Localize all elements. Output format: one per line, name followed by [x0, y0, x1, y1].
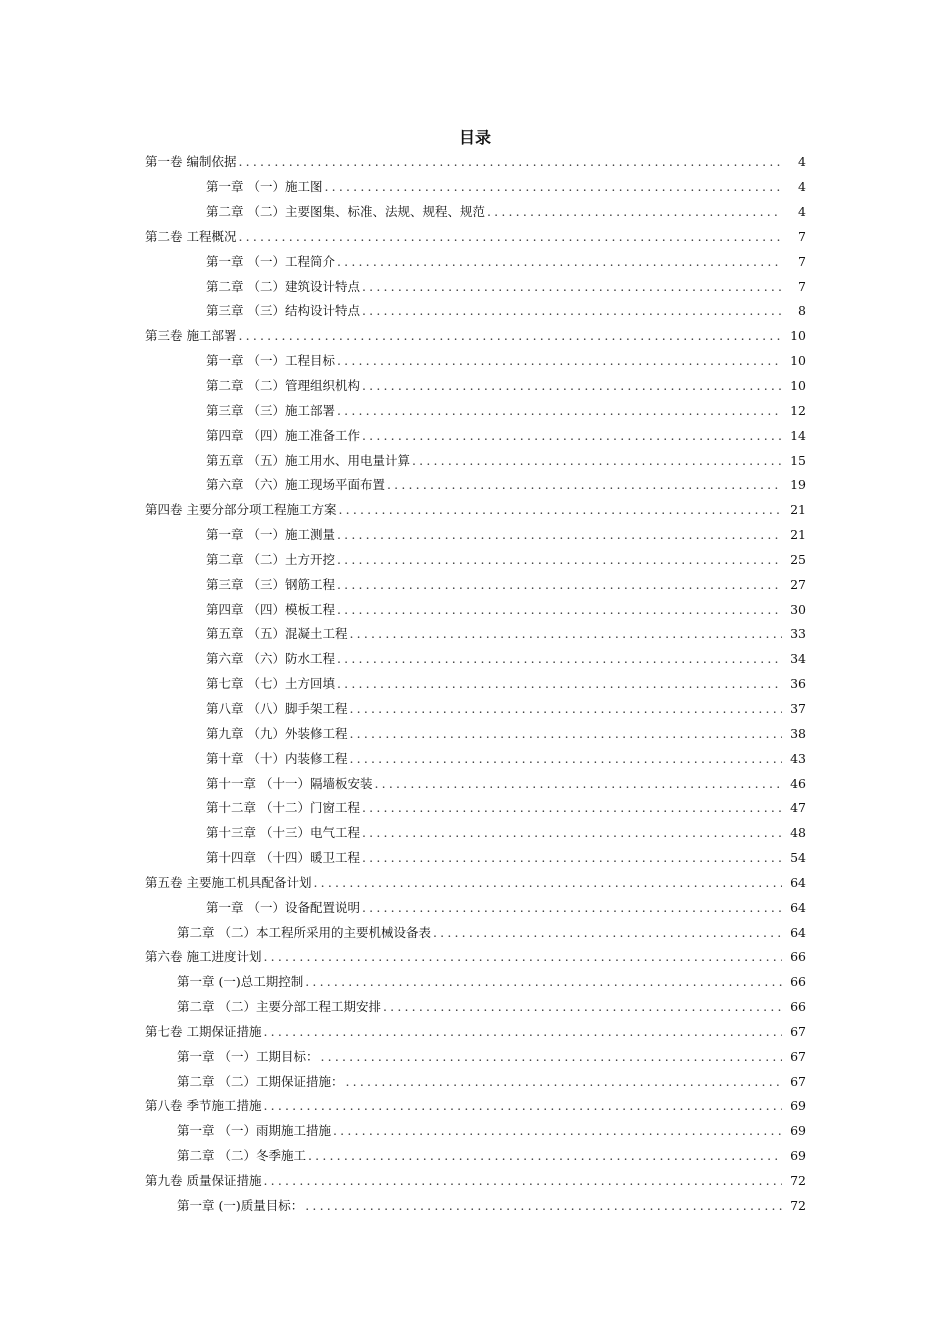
toc-chapter-entry[interactable]	[0, 672, 950, 697]
toc-page-number: 4	[798, 154, 806, 170]
toc-dot-leader	[337, 676, 782, 692]
toc-chapter-entry[interactable]	[0, 423, 950, 448]
toc-entry-label: 第十四章 （十四）暖卫工程	[206, 850, 360, 866]
toc-dot-leader	[362, 279, 782, 295]
toc-chapter-entry[interactable]	[0, 697, 950, 722]
toc-chapter-entry[interactable]	[0, 1119, 950, 1144]
toc-entry-label: 第九卷 质量保证措施	[145, 1173, 262, 1189]
toc-entry-label: 第二卷 工程概况	[145, 228, 237, 244]
toc-dot-leader	[362, 850, 782, 866]
toc-chapter-entry[interactable]	[0, 249, 950, 274]
toc-page-number: 64	[790, 874, 806, 890]
toc-page-number: 15	[790, 452, 806, 468]
toc-entry-label: 第七卷 工期保证措施	[145, 1023, 262, 1039]
toc-chapter-entry[interactable]	[0, 995, 950, 1020]
toc-entry-label: 第二章 （二）冬季施工	[177, 1148, 306, 1164]
toc-page-number: 21	[790, 527, 806, 543]
toc-chapter-entry[interactable]	[0, 448, 950, 473]
toc-dot-leader	[337, 651, 782, 667]
toc-chapter-entry[interactable]	[0, 175, 950, 200]
toc-chapter-entry[interactable]	[0, 349, 950, 374]
toc-page-number: 67	[790, 1048, 806, 1064]
toc-dot-leader	[362, 378, 782, 394]
toc-dot-leader	[487, 204, 782, 220]
toc-chapter-entry[interactable]	[0, 895, 950, 920]
toc-volume-entry[interactable]	[0, 498, 950, 523]
toc-dot-leader	[305, 974, 782, 990]
toc-entry-label: 第二章 （二）土方开挖	[206, 551, 335, 567]
toc-page-number: 33	[790, 626, 806, 642]
toc-chapter-entry[interactable]	[0, 647, 950, 672]
toc-page-number: 67	[790, 1023, 806, 1039]
toc-dot-leader	[263, 1098, 782, 1114]
toc-entry-label: 第八章 （八）脚手架工程	[206, 700, 348, 716]
toc-entry-label: 第十二章 （十二）门窗工程	[206, 800, 360, 816]
toc-page-number: 30	[790, 601, 806, 617]
toc-entry-label: 第一章 （一）设备配置说明	[206, 899, 360, 915]
toc-dot-leader	[349, 701, 782, 717]
toc-page-number: 25	[790, 551, 806, 567]
toc-dot-leader	[362, 825, 782, 841]
toc-entry-label: 第二章 （二）主要分部工程工期安排	[177, 999, 381, 1015]
toc-chapter-entry[interactable]	[0, 1069, 950, 1094]
toc-page-number: 47	[790, 800, 806, 816]
toc-dot-leader	[238, 229, 782, 245]
toc-entry-label: 第二章 （二）工期保证措施：	[177, 1073, 344, 1089]
toc-page-number: 66	[790, 974, 806, 990]
toc-entry-label: 第一章 （一）雨期施工措施	[177, 1123, 331, 1139]
toc-chapter-entry[interactable]	[0, 721, 950, 746]
toc-entry-label: 第一章 （一）工程简介	[206, 253, 335, 269]
toc-page-number: 7	[798, 278, 806, 294]
toc-dot-leader	[349, 751, 782, 767]
toc-entry-label: 第一章 （一）工程目标	[206, 353, 335, 369]
toc-dot-leader	[362, 303, 782, 319]
toc-dot-leader	[349, 626, 782, 642]
toc-entry-label: 第六卷 施工进度计划	[145, 949, 262, 965]
toc-dot-leader	[383, 999, 782, 1015]
toc-page-number: 72	[790, 1173, 806, 1189]
toc-page-number: 4	[798, 179, 806, 195]
toc-volume-entry[interactable]	[0, 1169, 950, 1194]
toc-entry-label: 第五章 （五）混凝土工程	[206, 626, 348, 642]
toc-dot-leader	[305, 1198, 782, 1214]
toc-page-number: 69	[790, 1148, 806, 1164]
toc-entry-label: 第一章 (一)总工期控制	[177, 974, 304, 990]
toc-volume-entry[interactable]	[0, 945, 950, 970]
toc-entry-label: 第十章 （十）内装修工程	[206, 750, 348, 766]
toc-page-number: 66	[790, 999, 806, 1015]
toc-chapter-entry[interactable]	[0, 846, 950, 871]
toc-entry-label: 第一卷 编制依据	[145, 154, 237, 170]
toc-page-number: 19	[790, 477, 806, 493]
toc-chapter-entry[interactable]	[0, 771, 950, 796]
toc-entry-label: 第七章 （七）土方回填	[206, 676, 335, 692]
toc-volume-entry[interactable]	[0, 225, 950, 250]
toc-dot-leader	[362, 900, 782, 916]
toc-entry-label: 第三章 （三）结构设计特点	[206, 303, 360, 319]
toc-page-number: 10	[790, 353, 806, 369]
toc-entry-label: 第三卷 施工部署	[145, 328, 237, 344]
toc-chapter-entry[interactable]	[0, 572, 950, 597]
toc-entry-label: 第二章 （二）管理组织机构	[206, 378, 360, 394]
toc-dot-leader	[338, 502, 782, 518]
toc-entry-label: 第一章 （一）施工图	[206, 179, 323, 195]
toc-dot-leader	[349, 726, 782, 742]
toc-dot-leader	[263, 1024, 782, 1040]
toc-chapter-entry[interactable]	[0, 299, 950, 324]
toc-page-number: 69	[790, 1123, 806, 1139]
toc-dot-leader	[238, 154, 782, 170]
toc-entry-label: 第三章 （三）钢筋工程	[206, 576, 335, 592]
toc-chapter-entry[interactable]	[0, 821, 950, 846]
toc-volume-entry[interactable]	[0, 1094, 950, 1119]
toc-chapter-entry[interactable]	[0, 796, 950, 821]
toc-volume-entry[interactable]	[0, 1020, 950, 1045]
toc-volume-entry[interactable]	[0, 870, 950, 895]
toc-page-number: 66	[790, 949, 806, 965]
toc-dot-leader	[313, 875, 782, 891]
toc-page-number: 36	[790, 676, 806, 692]
toc-chapter-entry[interactable]	[0, 1193, 950, 1218]
toc-page-number: 7	[798, 253, 806, 269]
toc-chapter-entry[interactable]	[0, 597, 950, 622]
toc-dot-leader	[362, 428, 782, 444]
toc-dot-leader	[337, 254, 782, 270]
toc-dot-leader	[374, 776, 782, 792]
toc-chapter-entry[interactable]	[0, 1044, 950, 1069]
toc-chapter-entry[interactable]	[0, 1144, 950, 1169]
toc-page-number: 38	[790, 725, 806, 741]
toc-page-number: 46	[790, 775, 806, 791]
toc-page-number: 69	[790, 1098, 806, 1114]
toc-volume-entry[interactable]	[0, 324, 950, 349]
toc-dot-leader	[320, 1049, 782, 1065]
toc-page-number: 64	[790, 899, 806, 915]
toc-dot-leader	[263, 1173, 782, 1189]
toc-entry-label: 第二章 （二）建筑设计特点	[206, 278, 360, 294]
toc-dot-leader	[387, 477, 782, 493]
toc-chapter-entry[interactable]	[0, 920, 950, 945]
toc-page-number: 10	[790, 378, 806, 394]
toc-entry-label: 第八卷 季节施工措施	[145, 1098, 262, 1114]
toc-entry-label: 第六章 （六）防水工程	[206, 651, 335, 667]
toc-entry-label: 第十一章 （十一）隔墙板安装	[206, 775, 373, 791]
toc-entry-label: 第十三章 （十三）电气工程	[206, 825, 360, 841]
toc-dot-leader	[433, 925, 782, 941]
toc-entry-label: 第四章 （四）施工准备工作	[206, 427, 360, 443]
toc-dot-leader	[337, 602, 782, 618]
toc-page-number: 7	[798, 228, 806, 244]
toc-page-number: 8	[798, 303, 806, 319]
toc-chapter-entry[interactable]	[0, 523, 950, 548]
toc-dot-leader	[324, 179, 782, 195]
toc-entry-label: 第一章 （一）施工测量	[206, 527, 335, 543]
toc-dot-leader	[412, 453, 782, 469]
toc-page-number: 67	[790, 1073, 806, 1089]
toc-page-number: 48	[790, 825, 806, 841]
toc-dot-leader	[337, 577, 782, 593]
toc-title: 目录	[458, 128, 491, 147]
toc-page-number: 21	[790, 502, 806, 518]
toc-dot-leader	[362, 800, 782, 816]
toc-page-number: 43	[790, 750, 806, 766]
toc-page-number: 4	[798, 204, 806, 220]
toc-list	[0, 150, 950, 1218]
toc-dot-leader	[333, 1123, 782, 1139]
toc-entry-label: 第四章 （四）模板工程	[206, 601, 335, 617]
toc-chapter-entry[interactable]	[0, 200, 950, 225]
toc-page-number: 64	[790, 924, 806, 940]
toc-dot-leader	[345, 1074, 782, 1090]
toc-page-number: 27	[790, 576, 806, 592]
toc-entry-label: 第二章 （二）本工程所采用的主要机械设备表	[177, 924, 431, 940]
toc-chapter-entry[interactable]	[0, 970, 950, 995]
toc-page-number: 14	[790, 427, 806, 443]
toc-entry-label: 第一章 （一）工期目标：	[177, 1048, 319, 1064]
toc-dot-leader	[238, 328, 782, 344]
toc-page-number: 37	[790, 700, 806, 716]
toc-dot-leader	[337, 353, 782, 369]
toc-dot-leader	[337, 403, 782, 419]
toc-page-number: 54	[790, 850, 806, 866]
toc-page-number: 10	[790, 328, 806, 344]
toc-entry-label: 第六章 （六）施工现场平面布置	[206, 477, 385, 493]
toc-chapter-entry[interactable]	[0, 473, 950, 498]
toc-chapter-entry[interactable]	[0, 398, 950, 423]
toc-entry-label: 第二章 （二）主要图集、标准、法规、规程、规范	[206, 204, 485, 220]
toc-page-number: 34	[790, 651, 806, 667]
toc-chapter-entry[interactable]	[0, 746, 950, 771]
toc-dot-leader	[308, 1148, 782, 1164]
toc-dot-leader	[263, 949, 782, 965]
toc-entry-label: 第九章 （九）外装修工程	[206, 725, 348, 741]
toc-page-number: 12	[790, 402, 806, 418]
toc-chapter-entry[interactable]	[0, 274, 950, 299]
toc-chapter-entry[interactable]	[0, 374, 950, 399]
toc-entry-label: 第一章 (一)质量目标：	[177, 1197, 304, 1213]
toc-entry-label: 第五章 （五）施工用水、用电量计算	[206, 452, 410, 468]
toc-dot-leader	[337, 527, 782, 543]
toc-page-number: 72	[790, 1197, 806, 1213]
toc-dot-leader	[337, 552, 782, 568]
toc-chapter-entry[interactable]	[0, 548, 950, 573]
toc-entry-label: 第五卷 主要施工机具配备计划	[145, 874, 312, 890]
toc-volume-entry[interactable]	[0, 150, 950, 175]
toc-entry-label: 第四卷 主要分部分项工程施工方案	[145, 502, 337, 518]
toc-entry-label: 第三章 （三）施工部署	[206, 402, 335, 418]
toc-chapter-entry[interactable]	[0, 622, 950, 647]
